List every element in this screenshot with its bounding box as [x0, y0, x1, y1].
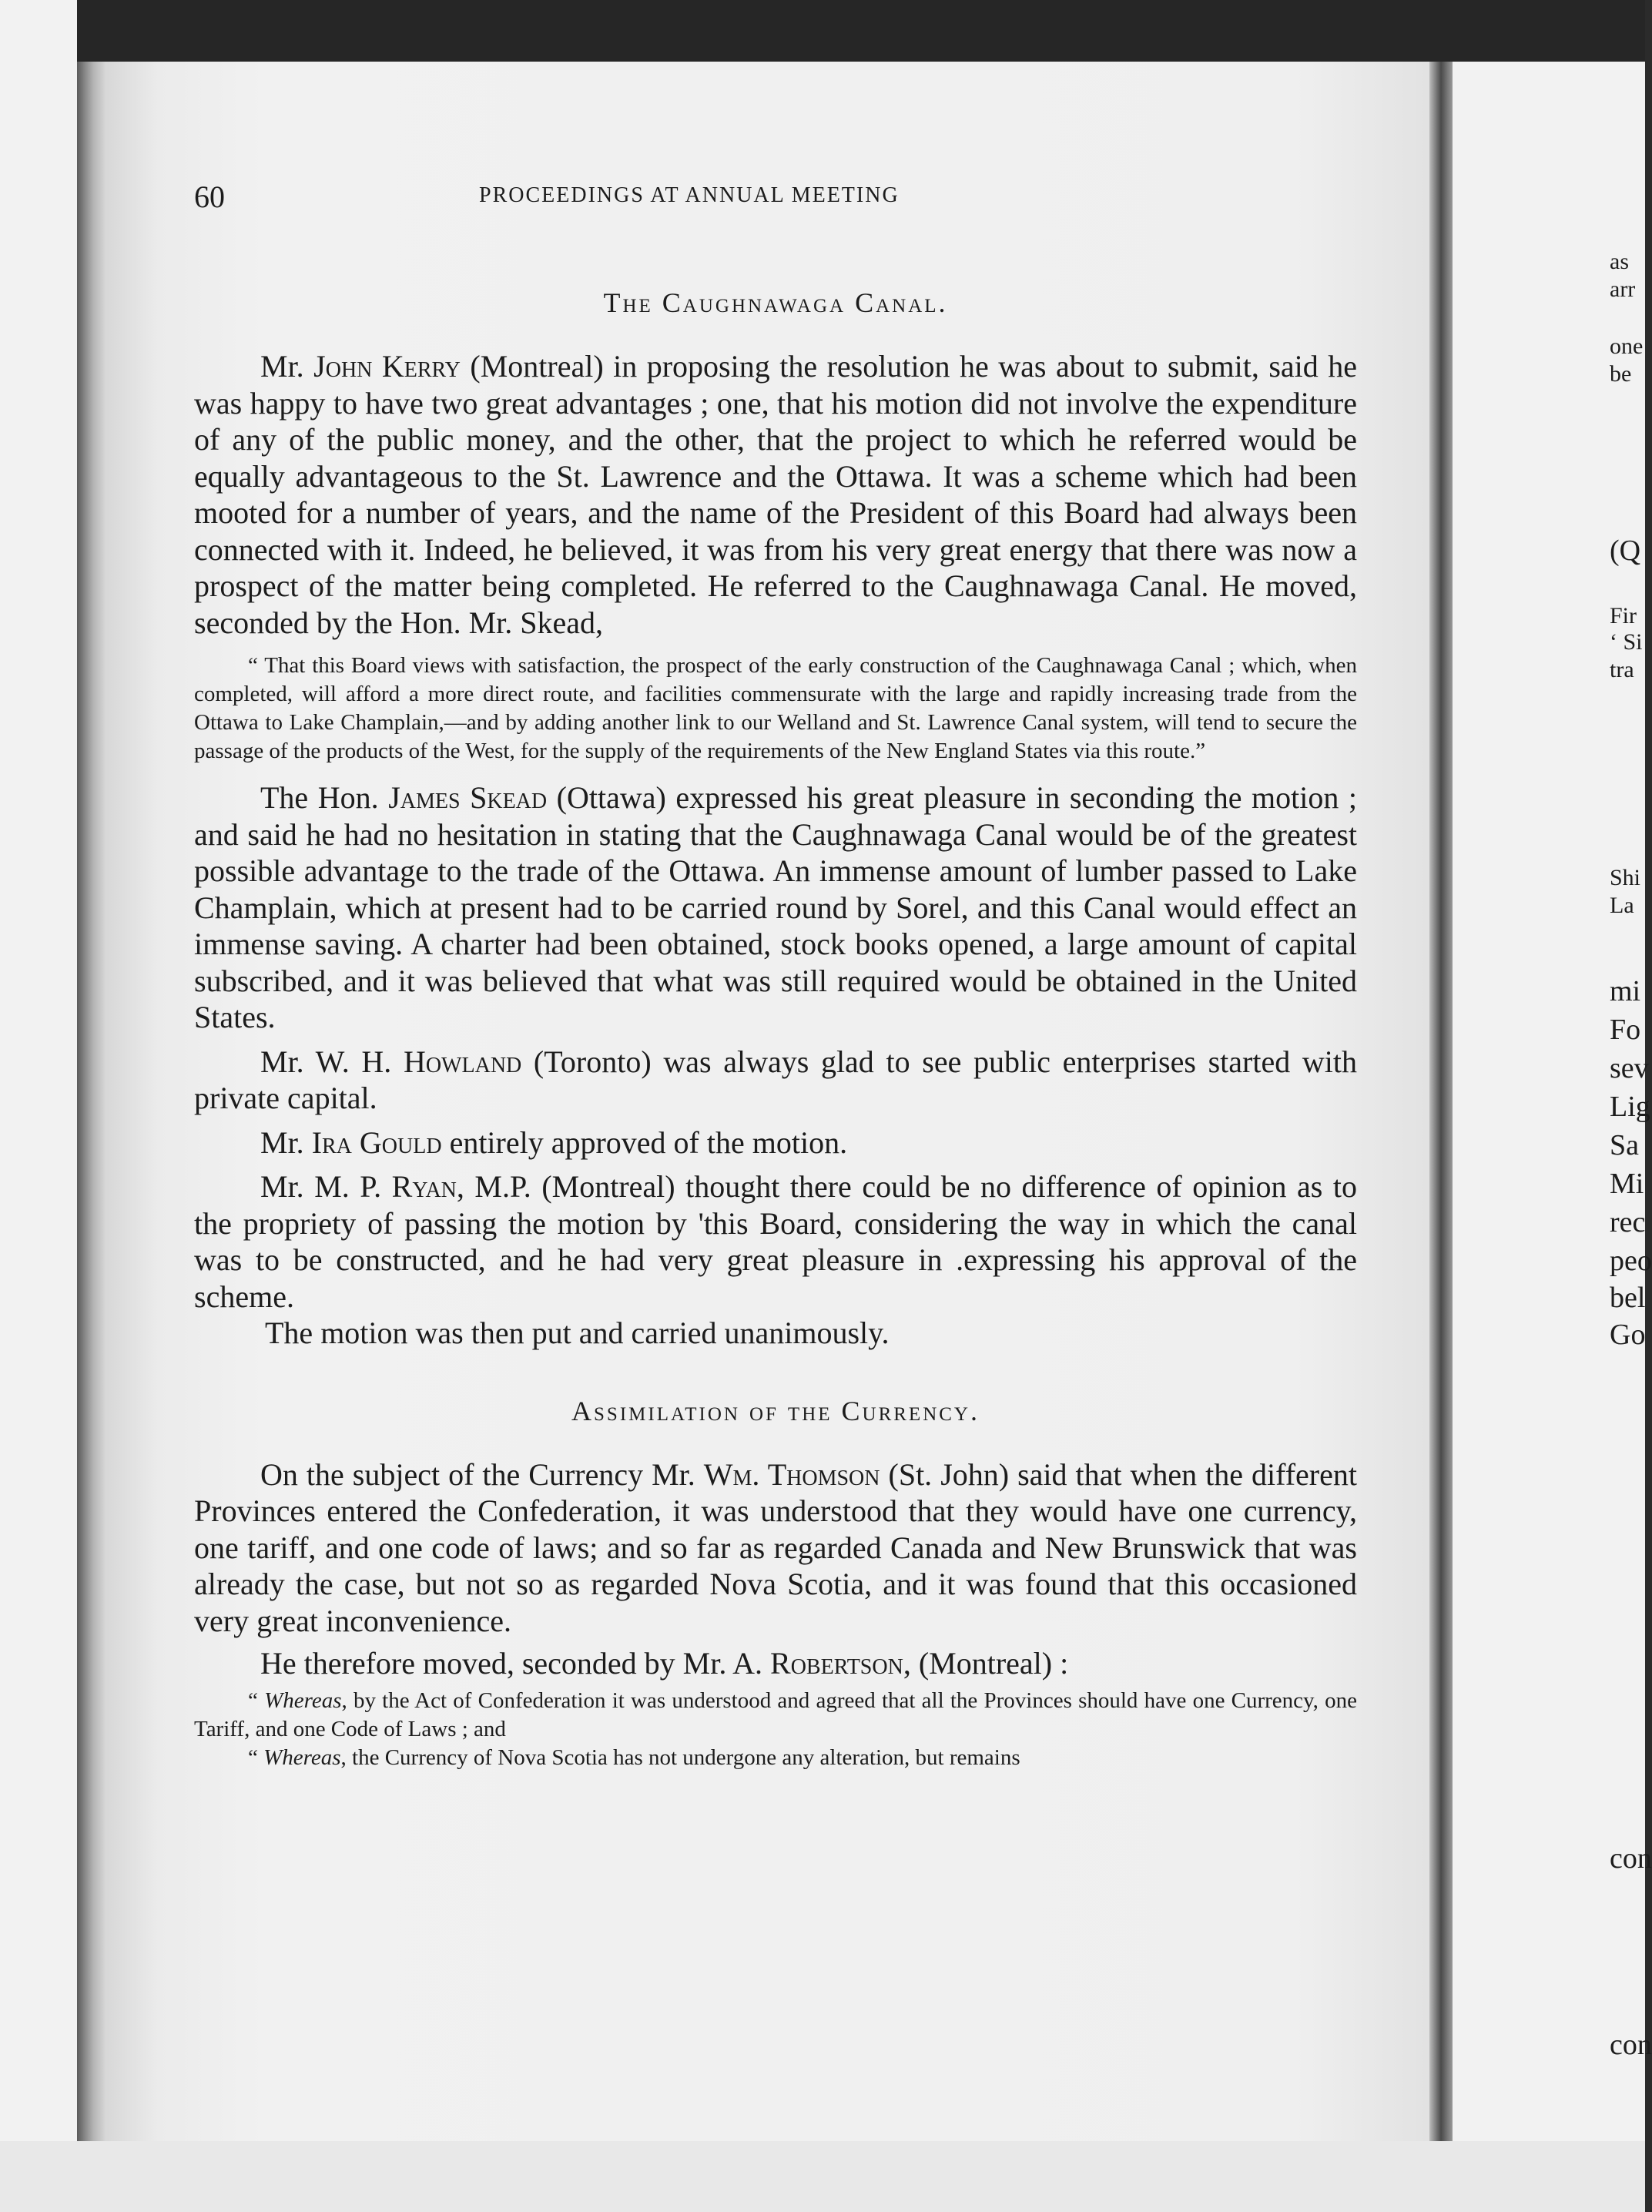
scan-bottom-border — [0, 2141, 1645, 2212]
quote-text: , the Currency of Nova Scotia has not undergone any alteration, but remains — [340, 1744, 1020, 1770]
paragraph-text: entirely approved of the motion. — [441, 1124, 848, 1160]
paragraph — [194, 1044, 1357, 1117]
paragraph-text: (St. John) said that when the different Provinces entered the Confederation, it was understood that they would have one currency, one tariff, and one code of laws; and so far as regarded Canada and New Brunswick that was already the case, but not so as regarded Nova Scotia, and it was found that this occasioned very great inconvenience. — [194, 1456, 1357, 1638]
facing-page-fragment: Lig — [1610, 1091, 1650, 1123]
book-edge-shadow — [77, 62, 105, 2141]
quote-text: , by the Act of Confederation it was understood and agreed that all the Provinces should have one Currency, one Tariff, and one Code of Laws ; and — [194, 1687, 1357, 1741]
facing-page-fragment: sev — [1610, 1052, 1649, 1084]
paragraph-lead: He therefore moved, seconded by Mr. A. — [260, 1646, 771, 1681]
paragraph-lead: Mr. W. H. — [260, 1044, 404, 1079]
book-gutter — [1429, 62, 1453, 2141]
paragraph — [194, 779, 1357, 1036]
paragraph-lead: On the subject of the Currency Mr. — [260, 1456, 704, 1492]
facing-page-fragment: con — [1610, 2029, 1652, 2061]
section-title-canal: The Caughnawaga Canal. — [603, 287, 948, 318]
paragraph — [194, 1456, 1357, 1640]
paragraph — [194, 1124, 1357, 1161]
speaker-name: James Skead — [388, 780, 548, 815]
facing-page-fragment: peo — [1610, 1245, 1652, 1277]
running-title: PROCEEDINGS AT ANNUAL MEETING — [479, 183, 900, 207]
scan-left-margin — [0, 0, 77, 2212]
facing-page-fragment: rec — [1610, 1206, 1646, 1238]
paragraph-text: , M.P. (Montreal) thought there could be no difference of opinion as to the propriety of passing the motion by 'this Board, considering the way in which the canal was to be constructed, and he had very great pleasure in .expressing his approval of the scheme. — [194, 1169, 1357, 1314]
facing-page-fragment: Shi — [1610, 865, 1641, 890]
running-head — [105, 62, 1429, 214]
page-body — [194, 287, 1357, 1772]
paragraph-text: , (Montreal) : — [903, 1646, 1069, 1681]
facing-page-fragment: Fo — [1610, 1014, 1641, 1046]
paragraph-lead: Mr. — [260, 1124, 312, 1160]
facing-page-fragment: tra — [1610, 657, 1634, 682]
facing-page-fragment: one — [1610, 333, 1644, 359]
speaker-name: Howland — [403, 1044, 522, 1079]
facing-page-fragment: Mi — [1610, 1168, 1644, 1200]
paragraph: The motion was then put and carried unanimously. — [265, 1315, 890, 1350]
paragraph-text: (Ottawa) expressed his great pleasure in seconding the motion ; and said he had no hesitation in stating that the Caughnawaga Canal would be of the greatest possible advantage to the trade of the Ottawa. An immense amount of lumber passed to Lake Champlain, which at present had to be carried round by Sorel, and this Canal would effect an immense saving. A charter had been obtained, stock books opened, a large amount of capital subscribed, and it was believed that what was still required would be obtained in the United States. — [194, 780, 1358, 1034]
facing-page-fragment: ‘ Si — [1610, 629, 1643, 655]
page-number: 60 — [194, 179, 225, 214]
speaker-name: Robertson — [770, 1646, 903, 1681]
section-title-currency: Assimilation of the Currency. — [571, 1395, 980, 1426]
facing-page-fragment: arr — [1610, 276, 1636, 302]
quote-mark: “ — [248, 1687, 265, 1713]
facing-page-fragment: La — [1610, 893, 1634, 918]
paragraph — [194, 1168, 1357, 1315]
facing-page-fragment: con — [1610, 1842, 1652, 1875]
quote-emphasis: Whereas — [263, 1744, 341, 1770]
speaker-name: Ryan — [391, 1169, 457, 1204]
facing-page-fragment: as — [1610, 249, 1629, 274]
facing-page-fragment: be — [1610, 361, 1632, 387]
paragraph — [194, 348, 1357, 641]
speaker-name: Wm. Thomson — [703, 1456, 880, 1492]
speaker-name: John Kerry — [313, 349, 461, 384]
paragraph — [194, 1645, 1357, 1682]
quote-mark: “ — [248, 1744, 264, 1770]
resolution-quote — [194, 1687, 1357, 1744]
facing-page-fragment: Sa — [1610, 1129, 1639, 1161]
paragraph-text: (Montreal) in proposing the resolution he was about to submit, said he was happy to have two great advantages ; one, that his motion did not involve the expenditure of any of the public money, and the other, that the project to which he referred would be equally advantageous to the St. Lawrence and the Ottawa. It was a scheme which had been mooted for a number of years, and the name of the President of this Board had always been connected with it. Indeed, he believed, it was from his very great energy that there was now a prospect of the matter being completed. He referred to the Caughnawaga Canal. He moved, seconded by the Hon. Mr. Skead, — [194, 349, 1357, 640]
resolution-quote — [194, 1744, 1357, 1772]
facing-page-fragment: Go — [1610, 1319, 1646, 1351]
paragraph-text: (Toronto) was always glad to see public enterprises started with private capital. — [194, 1044, 1357, 1115]
resolution-quote: “ That this Board views with satisfaction, the prospect of the early construction of the Caughnawaga Canal ; which, when completed, will afford a more direct route, and facilities commensurate with the large and rapidly increasing trade from the Ottawa to Lake Champlain,—and by adding another link to our Welland and St. Lawrence Canal system, will tend to secure the passage of the products of the West, for the supply of the requirements of the New England States via this route.” — [194, 653, 1357, 763]
scan-top-border — [0, 0, 1645, 69]
paragraph-lead: Mr. — [260, 349, 314, 384]
paragraph-lead: The Hon. — [260, 780, 389, 815]
quote-emphasis: Whereas — [264, 1687, 342, 1713]
facing-page-fragment: Fir — [1610, 603, 1637, 628]
paragraph-lead: Mr. M. P. — [260, 1169, 392, 1204]
speaker-name: Ira Gould — [311, 1124, 442, 1160]
facing-page-fragment: bel — [1610, 1282, 1646, 1314]
facing-page-fragment: (Q — [1610, 535, 1641, 567]
facing-page-fragment: mi — [1610, 975, 1641, 1007]
